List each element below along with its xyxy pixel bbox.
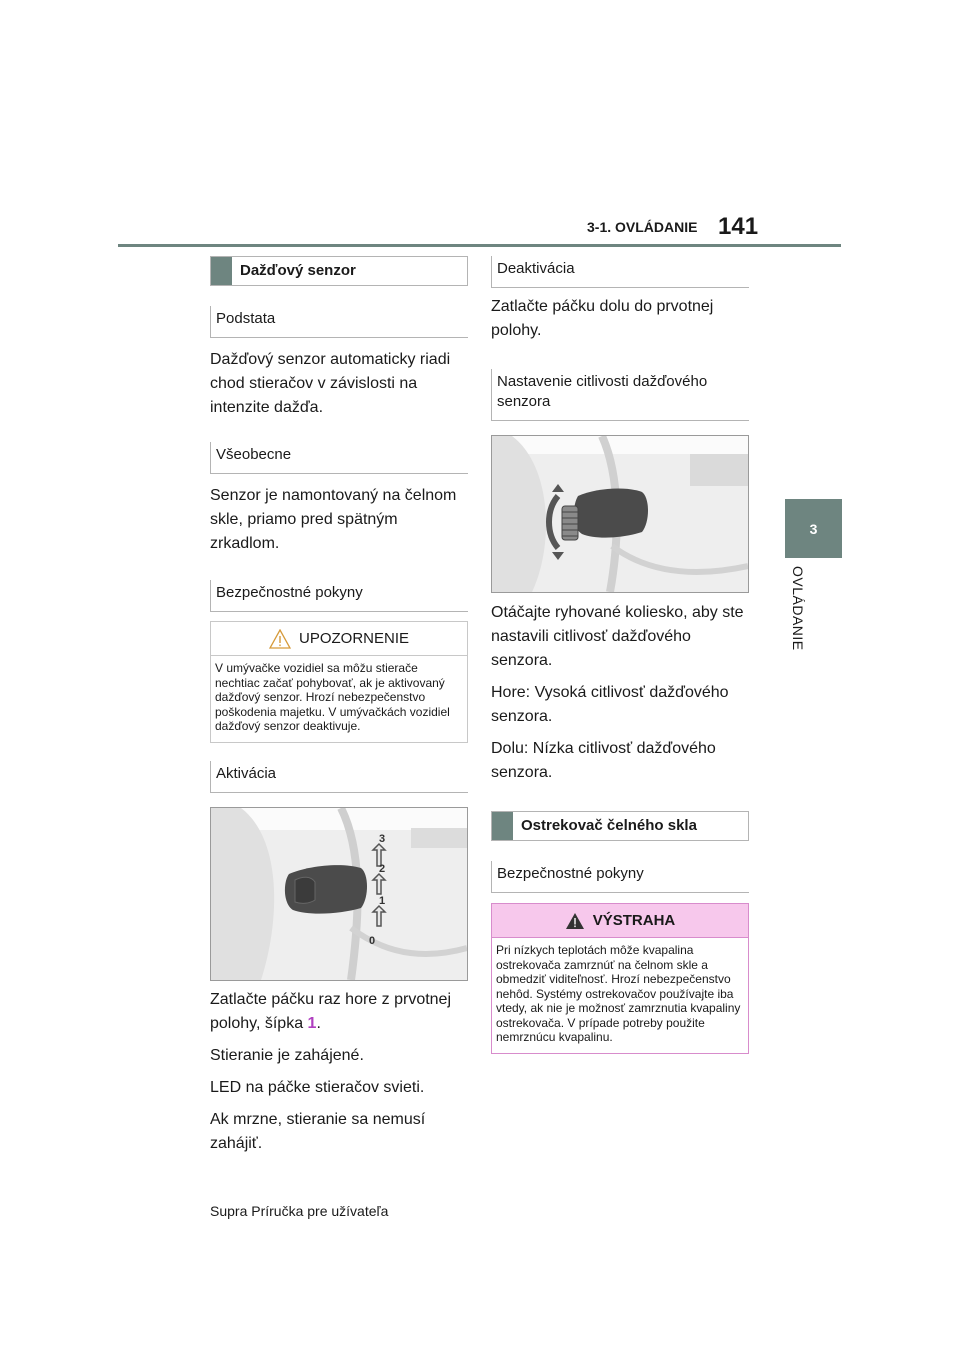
header-rule <box>118 244 841 247</box>
fig-label-0: 0 <box>369 934 376 947</box>
aktivacia-text-1 <box>210 988 468 1036</box>
aktivacia-text-1a: Zatlačte páčku raz hore z prvotnej polohy, šípka <box>210 990 452 1032</box>
danger-triangle-icon <box>565 912 585 930</box>
left-column <box>210 256 468 1156</box>
section-title-rain-sensor <box>210 256 468 286</box>
podstata-text: Dažďový senzor automaticky riadi chod stieračov v závislosti na intenzite dažďa. <box>210 351 451 416</box>
ribbed-wheel <box>562 506 578 540</box>
subhead-bezpecnost-2: Bezpečnostné pokyny <box>491 861 749 893</box>
chapter-tab: 3 <box>785 499 842 558</box>
warning-title: UPOZORNENIE <box>298 630 409 647</box>
title-marker <box>211 257 232 285</box>
subhead-bezpecnost: Bezpečnostné pokyny <box>210 580 468 612</box>
fig-label-2: 2 <box>379 862 386 875</box>
wiper-lever-illustration <box>211 808 467 980</box>
sensitivity-wheel-illustration <box>492 436 748 592</box>
header-section: 3-1. OVLÁDANIE <box>587 219 698 235</box>
page-number: 141 <box>718 213 759 240</box>
danger-body: Pri nízkych teplotách môže kvapalina ostrekovača zamrznúť na čelnom skle a obmedziť viditeľnosť. Hrozí nebezpečenstvo nehôd. Systémy ostrekovačov používajte iba vtedy, ak nie je možnosť zamrznutia kvapaliny ostrekovača. V prípade potreby použite nemrznúcu kvapalinu. <box>492 937 748 1053</box>
danger-title: VÝSTRAHA <box>592 912 676 929</box>
vseobecne-text: Senzor je namontovaný na čelnom skle, priamo pred spätným zrkadlom. <box>210 487 457 552</box>
section-title-text: Dažďový senzor <box>240 262 356 279</box>
subhead-vseobecne: Všeobecne <box>210 442 468 474</box>
section-title-washer <box>491 811 749 841</box>
footer-text: Supra Príručka pre užívateľa <box>210 1203 389 1219</box>
danger-box <box>491 903 749 1054</box>
aktivacia-text-1c: . <box>316 1014 321 1032</box>
subhead-nastavenie-citlivosti: Nastavenie citlivosti dažďového senzora <box>491 369 749 421</box>
warning-body: V umývačke vozidiel sa môžu stierače nechtiac začať pohybovať, ak je aktivovaný dažďový senzor. Hrozí nebezpečenstvo poškodenia majetku. V umývačkách vozidiel dažďový senzor deaktivuje. <box>211 655 467 742</box>
aktivacia-text-4: Ak mrzne, stieranie sa nemusí zahájiť. <box>210 1110 426 1152</box>
chapter-label: OVLÁDANIE <box>790 566 806 651</box>
subhead-podstata: Podstata <box>210 306 468 338</box>
danger-header <box>492 904 748 937</box>
title-marker <box>492 812 513 840</box>
figure-sensitivity-wheel <box>491 435 749 593</box>
arrow-label-1: 1 <box>307 1014 317 1032</box>
aktivacia-text-2: Stieranie je zahájené. <box>210 1046 364 1064</box>
subhead-deaktivacia: Deaktivácia <box>491 256 749 288</box>
warning-triangle-icon <box>269 629 291 649</box>
nastavenie-text-3: Dolu: Nízka citlivosť dažďového senzora. <box>491 740 716 781</box>
section-title-text: Ostrekovač čelného skla <box>521 817 697 834</box>
warning-box <box>210 621 468 743</box>
subhead-aktivacia: Aktivácia <box>210 761 468 793</box>
fig-label-1: 1 <box>379 894 386 907</box>
warning-header <box>211 622 467 655</box>
deaktivacia-text: Zatlačte páčku dolu do prvotnej polohy. <box>491 298 714 339</box>
figure-wiper-lever-activation <box>210 807 468 981</box>
nastavenie-text-2: Hore: Vysoká citlivosť dažďového senzora. <box>491 684 729 725</box>
aktivacia-text-3: LED na páčke stieračov svieti. <box>210 1078 425 1096</box>
nastavenie-text-1: Otáčajte ryhované koliesko, aby ste nastavili citlivosť dažďového senzora. <box>491 604 744 669</box>
fig-label-3: 3 <box>379 832 386 845</box>
right-column <box>491 256 749 1054</box>
